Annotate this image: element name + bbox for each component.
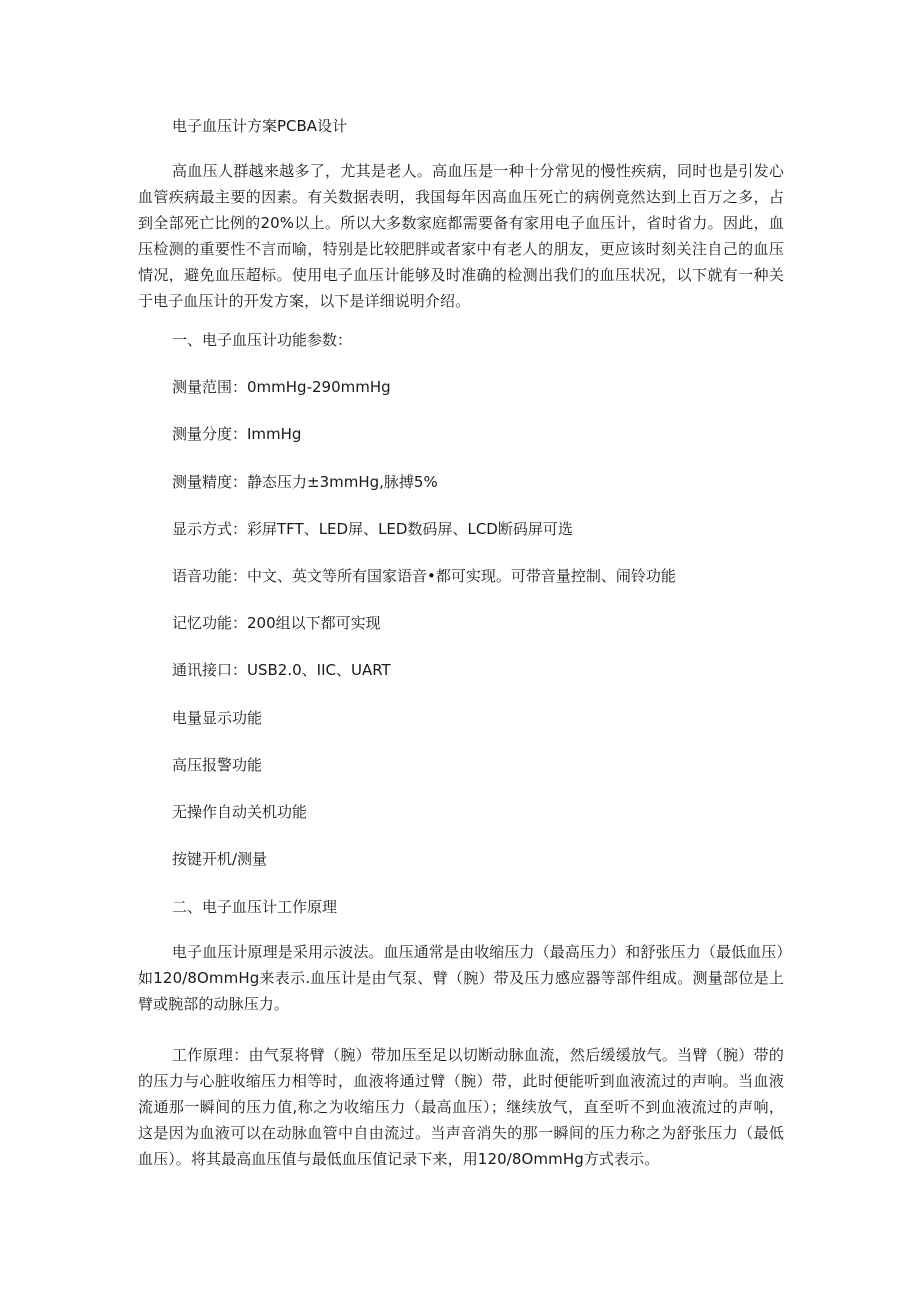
spec-communication-interface: 通讯接口：USB2.0、IIC、UART xyxy=(172,661,391,679)
spec-measure-range: 测量范围：0mmHg-290mmHg xyxy=(172,378,391,396)
document-title: 电子血压计方案PCBA设计 xyxy=(172,117,348,135)
spec-voice-function: 语音功能：中文、英文等所有国家语音•都可实现。可带音量控制、闹铃功能 xyxy=(172,567,676,585)
principle-paragraph: 电子血压计原理是采用示波法。血压通常是由收缩压力（最高压力）和舒张压力（最低血压）如120/8OmmHg来表示.血压计是由气泵、臂（腕）带及压力感应器等部件组成。测量部位是上臂或腕部的动脉压力。 xyxy=(138,943,784,1013)
spec-high-pressure-alarm: 高压报警功能 xyxy=(172,756,263,774)
spec-auto-power-off: 无操作自动关机功能 xyxy=(172,803,308,821)
working-principle-paragraph: 工作原理：由气泵将臂（腕）带加压至足以切断动脉血流，然后缓缓放气。当臂（腕）带的的压力与心脏收缩压力相等时，血液将通过臂（腕）带，此时便能听到血液流过的声响。当血液流通那一瞬间的压力值,称之为收缩压力（最高血压）；继续放气，直至听不到血液流过的声响，这是因为血液可以在动脉血管中自由流过。当声音消失的那一瞬间的压力称之为舒张压力（最低血压）。将其最高血压值与最低血压值记录下来，用120/8OmmHg方式表示。 xyxy=(138,1046,784,1168)
spec-button-power-measure: 按键开机/测量 xyxy=(172,850,268,868)
spec-display-mode: 显示方式：彩屏TFT、LED屏、LED数码屏、LCD断码屏可选 xyxy=(172,520,573,538)
intro-paragraph: 高血压人群越来越多了，尤其是老人。高血压是一种十分常见的慢性疾病，同时也是引发心血管疾病最主要的因素。有关数据表明，我国每年因高血压死亡的病例竟然达到上百万之多，占到全部死亡比例的20%以上。所以大多数家庭都需要备有家用电子血压计，省时省力。因此，血压检测的重要性不言而喻，特别是比较肥胖或者家中有老人的朋友，更应该时刻关注自己的血压情况，避免血压超标。使用电子血压计能够及时准确的检测出我们的血压状况，以下就有一种关于电子血压计的开发方案，以下是详细说明介绍。 xyxy=(138,162,784,310)
spec-measure-scale: 测量分度：ImmHg xyxy=(172,425,302,443)
section-1-heading: 一、电子血压计功能参数： xyxy=(172,331,353,349)
spec-memory-function: 记忆功能：200组以下都可实现 xyxy=(172,614,381,632)
spec-measure-accuracy: 测量精度：静态压力±3mmHg,脉搏5% xyxy=(172,473,438,491)
spec-battery-display: 电量显示功能 xyxy=(172,709,263,727)
section-2-heading: 二、电子血压计工作原理 xyxy=(172,898,338,916)
